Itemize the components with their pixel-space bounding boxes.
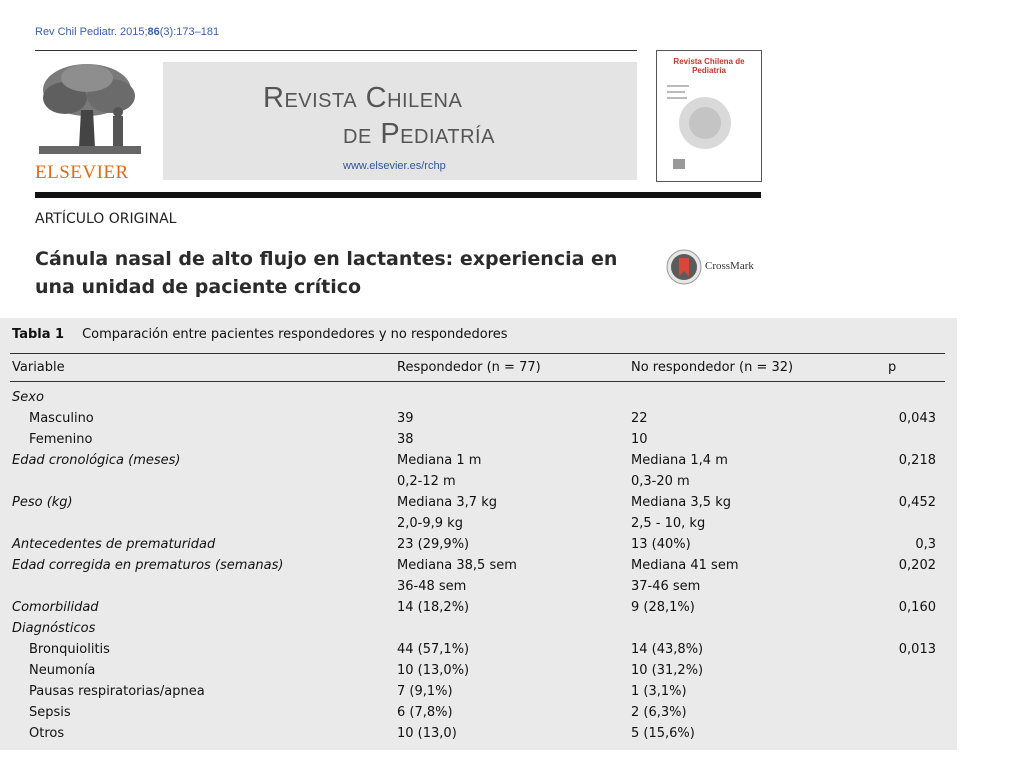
table-row xyxy=(0,660,957,681)
cell-variable: Edad corregida en prematuros (semanas) xyxy=(12,558,284,573)
article-type: ARTÍCULO ORIGINAL xyxy=(35,211,177,227)
elsevier-logo xyxy=(35,60,145,184)
cover-art-icon xyxy=(665,81,751,173)
cell-non-responder: 1 (3,1%) xyxy=(631,684,687,699)
journal-title-line2: de Pediatría xyxy=(343,118,495,150)
cell-non-responder: 2 (6,3%) xyxy=(631,705,687,720)
journal-banner xyxy=(163,62,637,180)
cell-responder: 23 (29,9%) xyxy=(397,537,470,552)
table-row xyxy=(0,681,957,702)
cell-non-responder: 5 (15,6%) xyxy=(631,726,695,741)
cell-variable: Peso (kg) xyxy=(12,495,73,510)
cell-p: 0,013 xyxy=(898,642,936,657)
citation-prefix: Rev Chil Pediatr. 2015; xyxy=(35,26,148,38)
cell-responder: 10 (13,0%) xyxy=(397,663,470,678)
cell-variable: Femenino xyxy=(29,432,93,447)
table-caption-text: Comparación entre pacientes respondedores y no respondedores xyxy=(82,327,508,342)
cell-variable: Pausas respiratorias/apnea xyxy=(29,684,205,699)
cell-responder: 0,2-12 m xyxy=(397,474,456,489)
table-header-rule xyxy=(10,381,945,382)
cell-responder: Mediana 3,7 kg xyxy=(397,495,497,510)
cell-responder: 7 (9,1%) xyxy=(397,684,453,699)
cell-variable: Sepsis xyxy=(29,705,71,720)
cell-non-responder: 14 (43,8%) xyxy=(631,642,704,657)
cell-responder: 36-48 sem xyxy=(397,579,467,594)
cell-non-responder: 37-46 sem xyxy=(631,579,701,594)
cell-responder: Mediana 1 m xyxy=(397,453,482,468)
table-row xyxy=(0,450,957,471)
cell-non-responder: 0,3-20 m xyxy=(631,474,690,489)
table-top-rule xyxy=(10,353,945,354)
crossmark-icon xyxy=(666,249,702,285)
cell-non-responder: 2,5 - 10, kg xyxy=(631,516,706,531)
cell-responder: 38 xyxy=(397,432,414,447)
cell-non-responder: 10 (31,2%) xyxy=(631,663,704,678)
table-row xyxy=(0,639,957,660)
article-title: Cánula nasal de alto flujo en lactantes: experiencia en una unidad de paciente crítico xyxy=(35,248,618,298)
cell-variable: Sexo xyxy=(12,390,44,405)
table-row xyxy=(0,618,957,639)
cell-non-responder: 22 xyxy=(631,411,648,426)
header-top-rule xyxy=(35,50,637,51)
journal-citation xyxy=(35,26,219,38)
cell-p: 0,218 xyxy=(898,453,936,468)
cell-p: 0,452 xyxy=(898,495,936,510)
header-variable: Variable xyxy=(12,360,65,375)
cell-responder: 6 (7,8%) xyxy=(397,705,453,720)
header-thick-rule xyxy=(35,192,761,198)
cell-variable: Neumonía xyxy=(29,663,96,678)
table-row xyxy=(0,513,957,534)
table-row xyxy=(0,555,957,576)
table-row xyxy=(0,387,957,408)
table-row xyxy=(0,471,957,492)
cell-non-responder: Mediana 3,5 kg xyxy=(631,495,731,510)
journal-title-line1: Revista Chilena xyxy=(263,82,463,114)
table-row xyxy=(0,576,957,597)
table-number: Tabla 1 xyxy=(12,327,65,342)
cell-responder: Mediana 38,5 sem xyxy=(397,558,517,573)
cell-variable: Bronquiolitis xyxy=(29,642,110,657)
citation-volume: 86 xyxy=(147,26,160,38)
table-row xyxy=(0,534,957,555)
table-row xyxy=(0,723,957,744)
table-row xyxy=(0,408,957,429)
publisher-name: ELSEVIER xyxy=(35,162,129,183)
cell-non-responder: 10 xyxy=(631,432,648,447)
header-responder: Respondedor (n = 77) xyxy=(397,360,541,375)
cell-variable: Masculino xyxy=(29,411,94,426)
cell-p: 0,202 xyxy=(898,558,936,573)
cell-p: 0,043 xyxy=(898,411,936,426)
cell-variable: Antecedentes de prematuridad xyxy=(12,537,216,552)
table-row xyxy=(0,492,957,513)
header-non-responder: No respondedor (n = 32) xyxy=(631,360,794,375)
cell-responder: 10 (13,0) xyxy=(397,726,457,741)
journal-url[interactable]: www.elsevier.es/rchp xyxy=(343,160,446,172)
cell-non-responder: 9 (28,1%) xyxy=(631,600,695,615)
cell-responder: 2,0-9,9 kg xyxy=(397,516,463,531)
journal-cover-thumbnail xyxy=(656,50,762,182)
cell-variable: Comorbilidad xyxy=(12,600,99,615)
cell-variable: Diagnósticos xyxy=(12,621,96,636)
table-row xyxy=(0,597,957,618)
table-caption xyxy=(12,327,508,342)
cell-responder: 39 xyxy=(397,411,414,426)
cell-non-responder: Mediana 1,4 m xyxy=(631,453,728,468)
cell-variable: Otros xyxy=(29,726,65,741)
cover-title: Revista Chilena de Pediatría xyxy=(673,57,745,75)
citation-rest: (3):173–181 xyxy=(159,26,220,38)
crossmark-label: CrossMark xyxy=(705,260,754,272)
elsevier-tree-icon xyxy=(35,60,145,160)
cell-p: 0,3 xyxy=(915,537,936,552)
cell-non-responder: Mediana 41 sem xyxy=(631,558,739,573)
cell-responder: 14 (18,2%) xyxy=(397,600,470,615)
header-p: p xyxy=(888,360,897,375)
cell-responder: 44 (57,1%) xyxy=(397,642,470,657)
table-row xyxy=(0,429,957,450)
table-row xyxy=(0,702,957,723)
table-panel xyxy=(0,318,957,750)
cell-non-responder: 13 (40%) xyxy=(631,537,691,552)
cell-p: 0,160 xyxy=(898,600,936,615)
cell-variable: Edad cronológica (meses) xyxy=(12,453,181,468)
crossmark-badge[interactable] xyxy=(666,249,766,285)
